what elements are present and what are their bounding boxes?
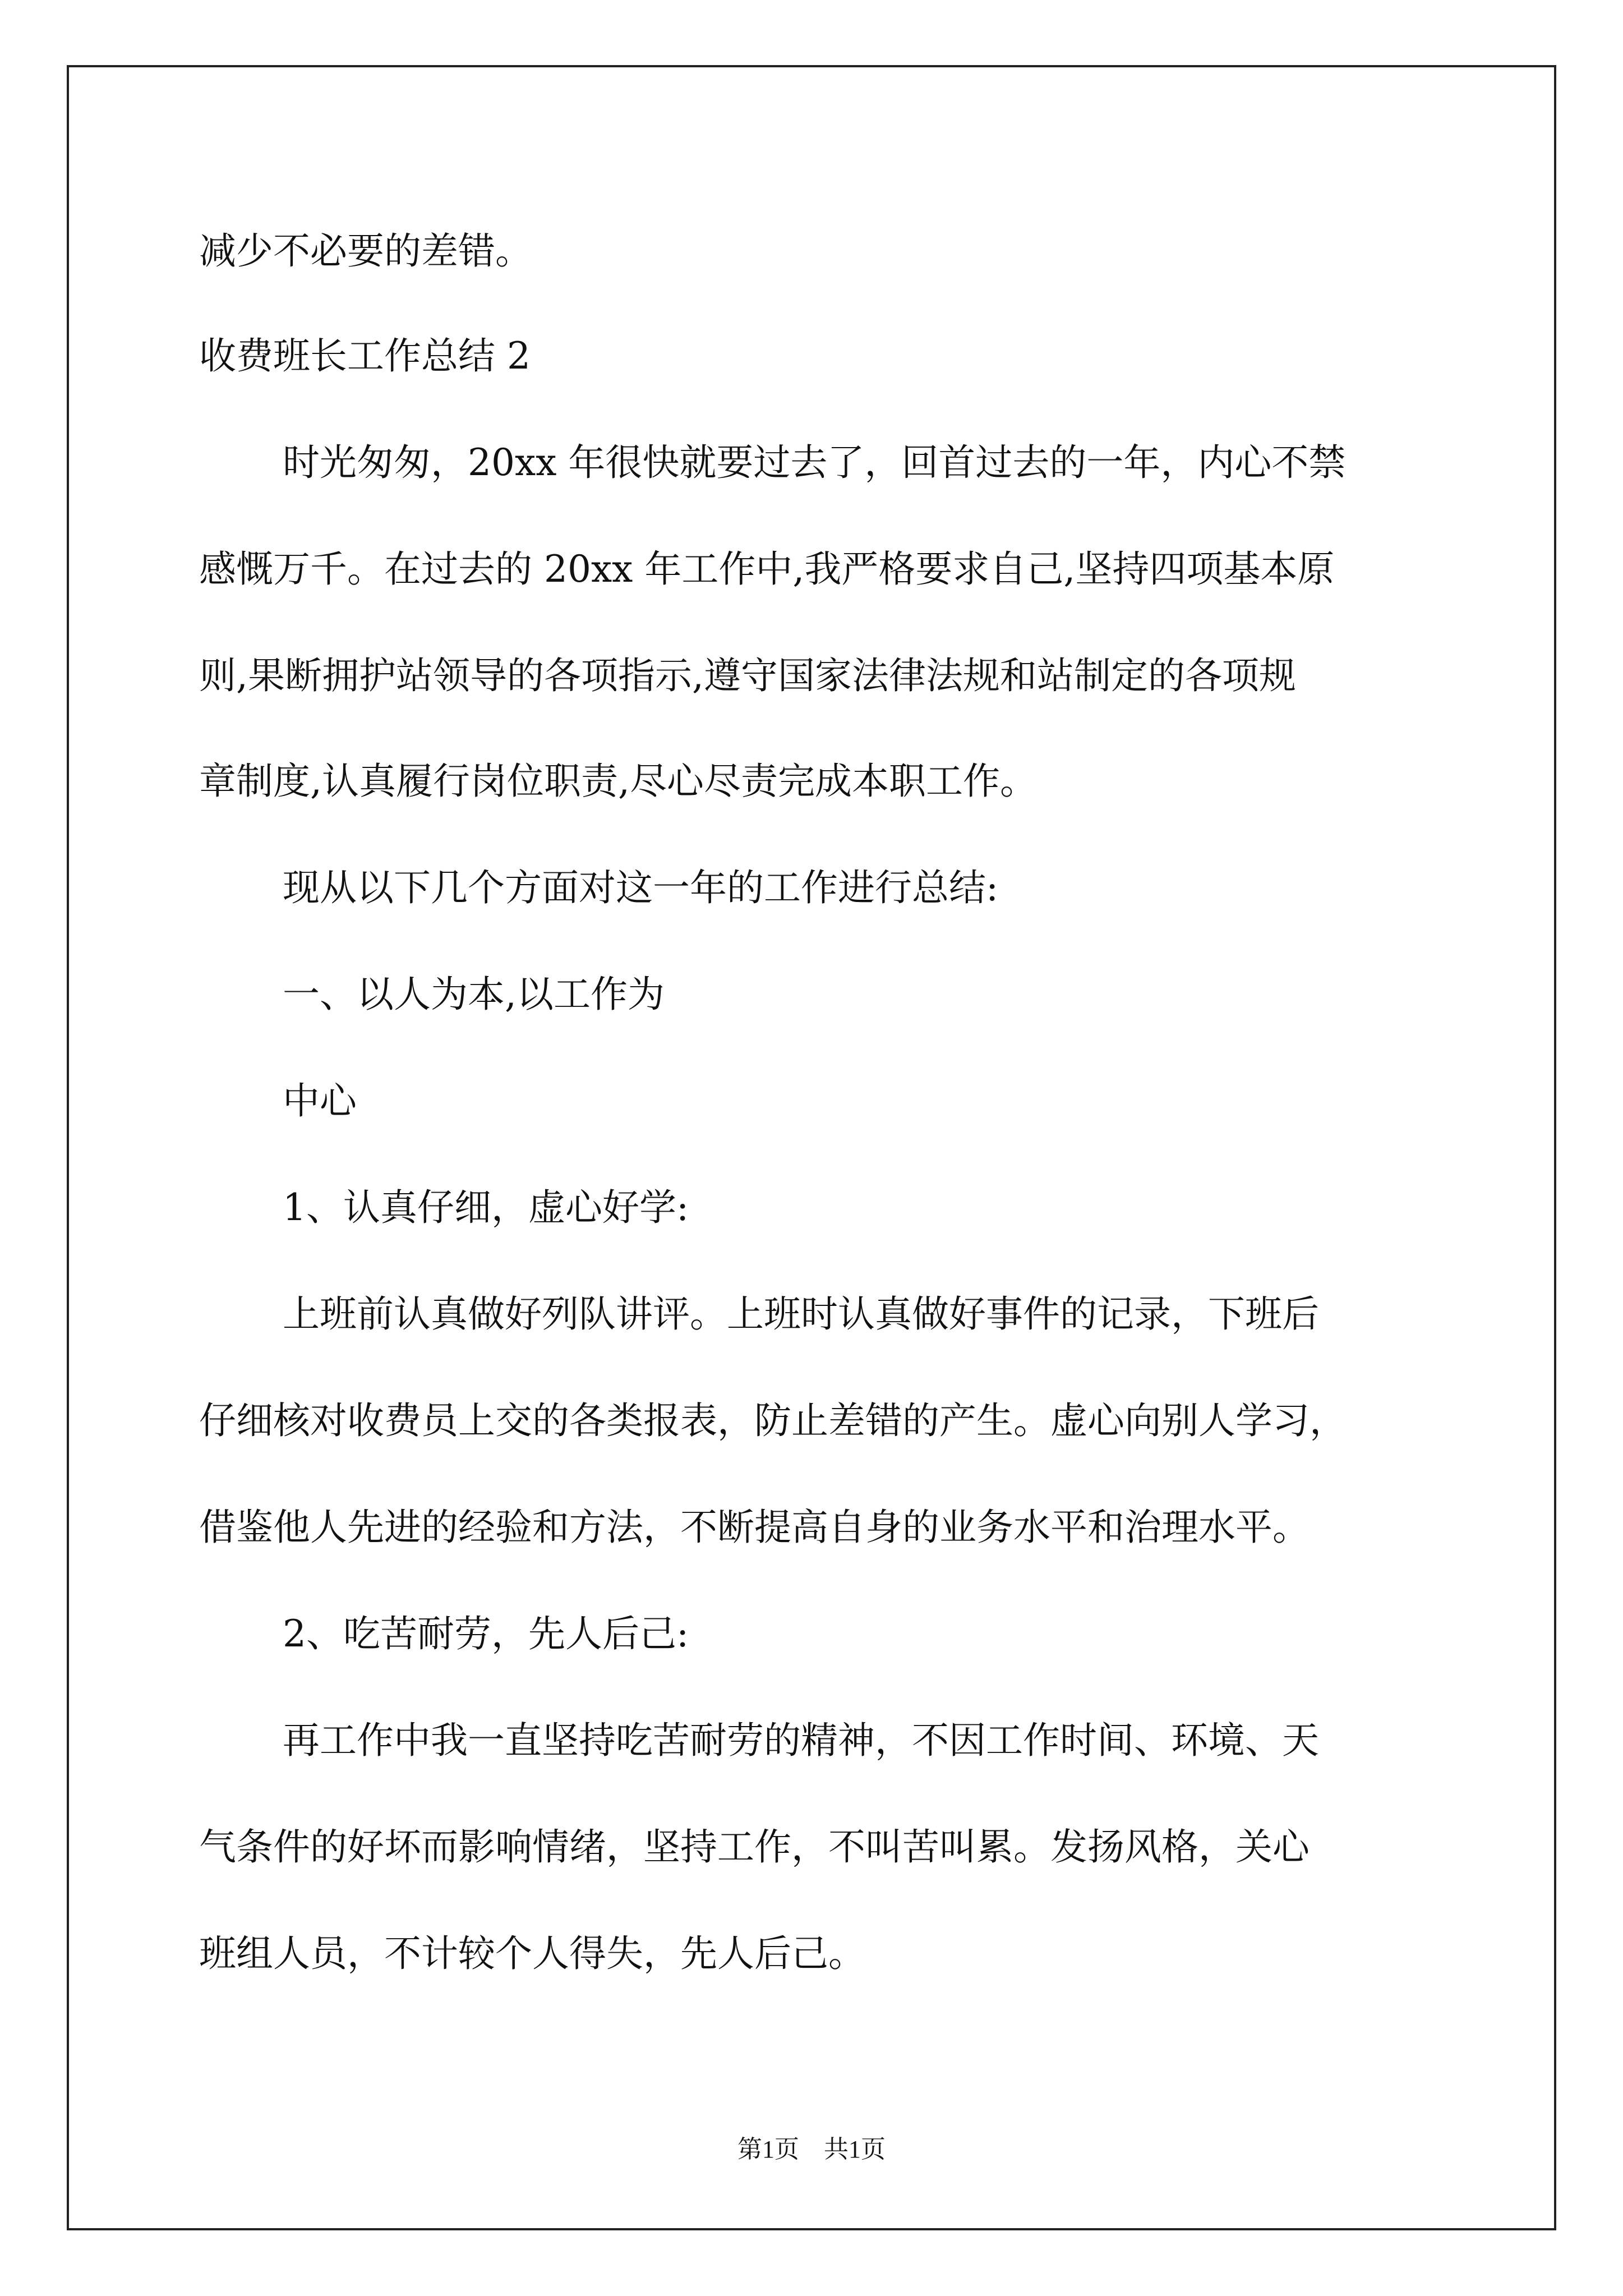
paragraph-line: 气条件的好坏而影响情绪，坚持工作，不叫苦叫累。发扬风格，关心 bbox=[199, 1825, 1310, 1869]
page-footer: 第1页 共1页 bbox=[737, 2136, 886, 2163]
paragraph-line: 借鉴他人先进的经验和方法，不断提高自身的业务水平和治理水平。 bbox=[199, 1506, 1310, 1549]
paragraph-line: 班组人员，不计较个人得失，先人后己。 bbox=[199, 1932, 865, 1975]
paragraph-line: 感慨万千。在过去的 20xx 年工作中,我严格要求自己,坚持四项基本原 bbox=[199, 547, 1335, 591]
paragraph-line: 上班前认真做好列队讲评。上班时认真做好事件的记录，下班后 bbox=[283, 1292, 1319, 1336]
body-line: 减少不必要的差错。 bbox=[199, 229, 532, 273]
paragraph-line: 现从以下几个方面对这一年的工作进行总结: bbox=[283, 866, 999, 909]
paragraph-line: 则,果断拥护站领导的各项指示,遵守国家法律法规和站制定的各项规 bbox=[199, 654, 1296, 697]
heading-line: 一、以人为本,以工作为 bbox=[283, 973, 665, 1016]
paragraph-line: 时光匆匆，20xx 年很快就要过去了，回首过去的一年，内心不禁 bbox=[283, 441, 1346, 484]
subheading-line: 2、吃苦耐劳，先人后己: bbox=[283, 1612, 689, 1655]
paragraph-line: 仔细核对收费员上交的各类报表，防止差错的产生。虚心向别人学习， bbox=[199, 1399, 1347, 1442]
page-border bbox=[67, 65, 1556, 2230]
paragraph-line: 再工作中我一直坚持吃苦耐劳的精神，不因工作时间、环境、天 bbox=[283, 1719, 1319, 1762]
subheading-line: 1、认真仔细，虚心好学: bbox=[283, 1186, 689, 1229]
paragraph-line: 章制度,认真履行岗位职责,尽心尽责完成本职工作。 bbox=[199, 760, 1037, 803]
section-title: 收费班长工作总结 2 bbox=[199, 334, 531, 378]
heading-line: 中心 bbox=[283, 1079, 357, 1122]
